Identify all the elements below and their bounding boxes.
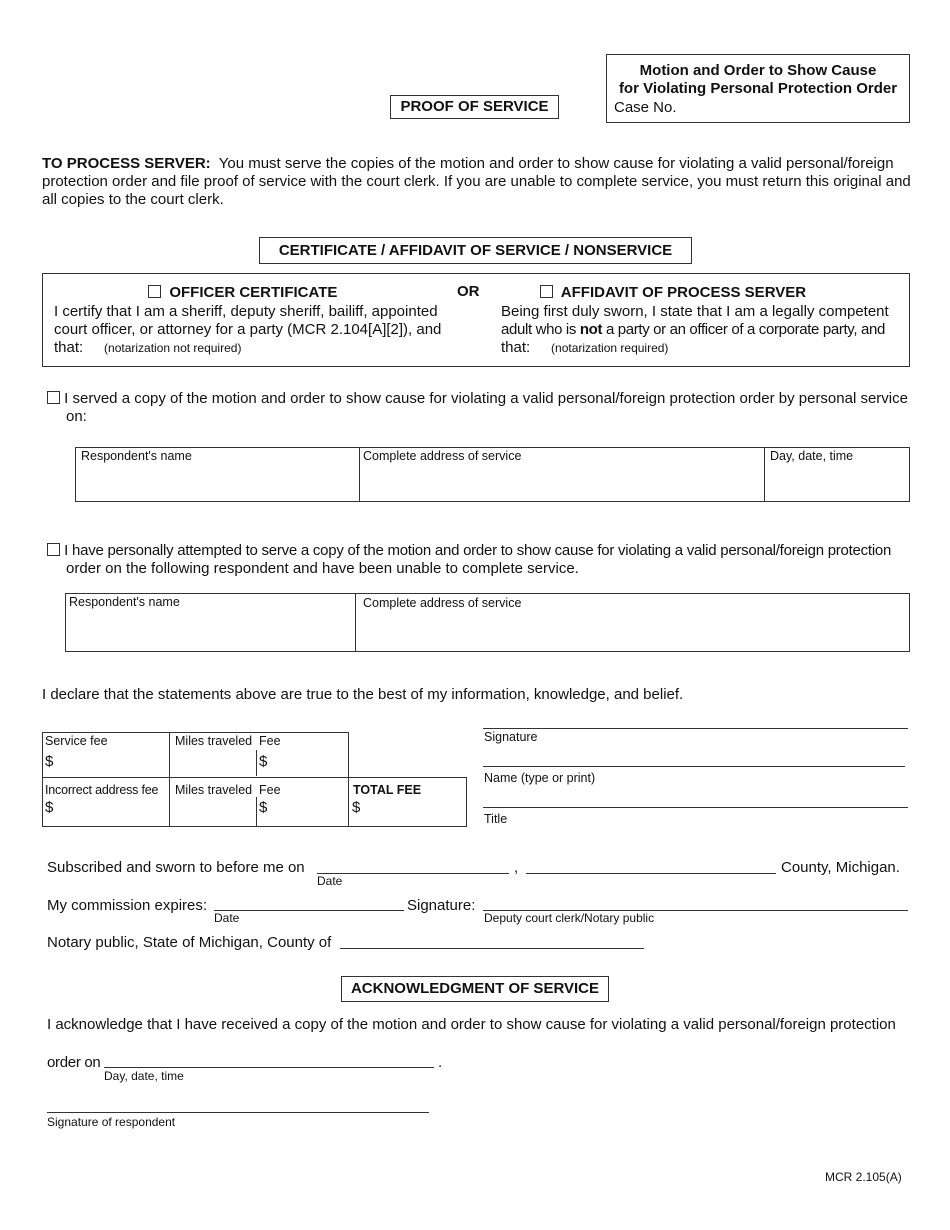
order-on-label: order on [47, 1054, 101, 1071]
acknowledgment-text: I acknowledge that I have received a copy of the motion and order to show cause for violating a valid personal/foreign protection [47, 1016, 896, 1033]
served-divider-1 [359, 447, 360, 502]
instructions [42, 155, 922, 209]
affidavit-checkbox[interactable] [540, 285, 553, 298]
attempted-checkbox[interactable] [47, 543, 60, 556]
served-line2: on: [66, 408, 87, 425]
affidavit-line2a: adult who is [501, 321, 580, 338]
officer-certificate-option[interactable] [148, 284, 337, 302]
served-checkbox[interactable] [47, 391, 60, 404]
affidavit-line2c: a party or an officer of a corporate party, and [602, 321, 885, 338]
served-datetime-field[interactable] [766, 465, 908, 500]
fee-dollar-2[interactable]: $ [259, 799, 268, 816]
officer-line2: court officer, or attorney for a party (MCR 2.104[A][2]), and [54, 321, 442, 338]
attempted-line1: I have personally attempted to serve a copy of the motion and order to show cause for violating a valid personal/foreign protection [64, 542, 892, 559]
affidavit-text [501, 303, 889, 357]
rule-reference: MCR 2.105(A) [825, 1170, 902, 1184]
total-fee-label: TOTAL FEE [353, 783, 422, 797]
instructions-line1: You must serve the copies of the motion and order to show cause for violating a valid personal/foreign [218, 155, 894, 172]
instructions-line2: protection order and file proof of service with the court clerk. If you are unable to complete service, you must return this original and [42, 173, 911, 190]
attempted-option [47, 542, 891, 578]
commission-expires: My commission expires: [47, 897, 208, 914]
instructions-line3: all copies to the court clerk. [42, 191, 224, 208]
fee-label-1: Fee [259, 734, 281, 748]
deputy-label: Deputy court clerk/Notary public [484, 911, 655, 925]
miles-traveled-label-1: Miles traveled [175, 734, 253, 748]
affidavit-line3: that: [501, 339, 531, 356]
served-option [47, 390, 908, 426]
notary-signature-label: Signature: [407, 897, 476, 914]
declaration: I declare that the statements above are true to the best of my information, knowledge, and belief. [42, 686, 684, 703]
served-name-field[interactable] [76, 465, 358, 500]
subscribed-date-label: Date [317, 874, 343, 888]
attempted-line2: order on the following respondent and have been unable to complete service. [66, 560, 579, 577]
incorrect-address-fee-label: Incorrect address fee [45, 783, 159, 797]
served-col-name: Respondent's name [81, 449, 192, 463]
affidavit-line2b: not [579, 321, 603, 338]
served-col-address: Complete address of service [363, 449, 522, 463]
officer-line3: that: [54, 339, 84, 356]
instructions-lead: TO PROCESS SERVER: [42, 155, 211, 172]
attempted-col-name: Respondent's name [69, 595, 180, 609]
certificate-title: CERTIFICATE / AFFIDAVIT OF SERVICE / NONSERVICE [259, 237, 692, 264]
acknowledgment-title: ACKNOWLEDGMENT OF SERVICE [341, 976, 609, 1002]
proof-of-service-title: PROOF OF SERVICE [390, 95, 559, 119]
fee-row-divider [42, 777, 349, 778]
affidavit-option[interactable] [540, 284, 806, 302]
case-title-line1: Motion and Order to Show Cause [639, 62, 877, 79]
subscribed-date-line[interactable] [317, 873, 509, 874]
officer-certificate-title: OFFICER CERTIFICATE [169, 284, 338, 301]
total-fee-dollar: $ [352, 799, 361, 816]
affidavit-title: AFFIDAVIT OF PROCESS SERVER [560, 284, 807, 301]
signature-line[interactable] [483, 728, 908, 729]
commission-date-line[interactable] [214, 910, 404, 911]
service-fee-label: Service fee [45, 734, 108, 748]
subscribed-comma: , [514, 859, 519, 876]
subscribed-text: Subscribed and sworn to before me on [47, 859, 305, 876]
officer-note: (notarization not required) [104, 341, 242, 355]
county-line[interactable] [526, 873, 776, 874]
served-address-field[interactable] [361, 465, 763, 500]
served-divider-2 [764, 447, 765, 502]
attempted-col-address: Complete address of service [363, 596, 522, 610]
attempted-divider [355, 593, 356, 652]
officer-certificate-checkbox[interactable] [148, 285, 161, 298]
attempted-address-field[interactable] [357, 612, 908, 650]
or-label: OR [457, 283, 480, 300]
service-fee-dollar[interactable]: $ [45, 753, 54, 770]
signature-label: Signature [484, 730, 538, 744]
respondent-signature-label: Signature of respondent [47, 1115, 176, 1129]
officer-line1: I certify that I am a sheriff, deputy sheriff, bailiff, appointed [54, 303, 438, 320]
fee-label-2: Fee [259, 783, 281, 797]
name-line[interactable] [483, 766, 905, 767]
case-title-line2: for Violating Personal Protection Order [618, 80, 898, 97]
title-label: Title [484, 812, 508, 826]
officer-text [54, 303, 441, 357]
commission-date-label: Date [214, 911, 240, 925]
fee-divider-3 [256, 797, 257, 827]
served-col-datetime: Day, date, time [770, 449, 854, 463]
served-line1: I served a copy of the motion and order to show cause for violating a valid personal/foreign protection order by personal service [64, 390, 908, 407]
ack-datetime-label: Day, date, time [104, 1069, 184, 1083]
miles-traveled-label-2: Miles traveled [175, 783, 253, 797]
affidavit-line1: Being first duly sworn, I state that I am a legally competent [501, 303, 889, 320]
name-label: Name (type or print) [484, 771, 596, 785]
affidavit-note: (notarization required) [551, 341, 669, 355]
case-box [606, 54, 910, 123]
fee-dollar-1[interactable]: $ [259, 753, 268, 770]
incorrect-address-dollar[interactable]: $ [45, 799, 54, 816]
ack-period: . [438, 1054, 443, 1071]
title-line[interactable] [483, 807, 908, 808]
attempted-name-field[interactable] [66, 612, 354, 650]
notary-county-line[interactable] [340, 948, 644, 949]
case-no-label: Case No. [614, 99, 677, 116]
respondent-signature-line[interactable] [47, 1112, 429, 1113]
notary-county-text: Notary public, State of Michigan, County of [47, 934, 332, 951]
ack-datetime-line[interactable] [104, 1067, 434, 1068]
fee-divider-1 [169, 732, 170, 827]
fee-divider-2 [256, 750, 257, 776]
county-michigan: County, Michigan. [781, 859, 900, 876]
